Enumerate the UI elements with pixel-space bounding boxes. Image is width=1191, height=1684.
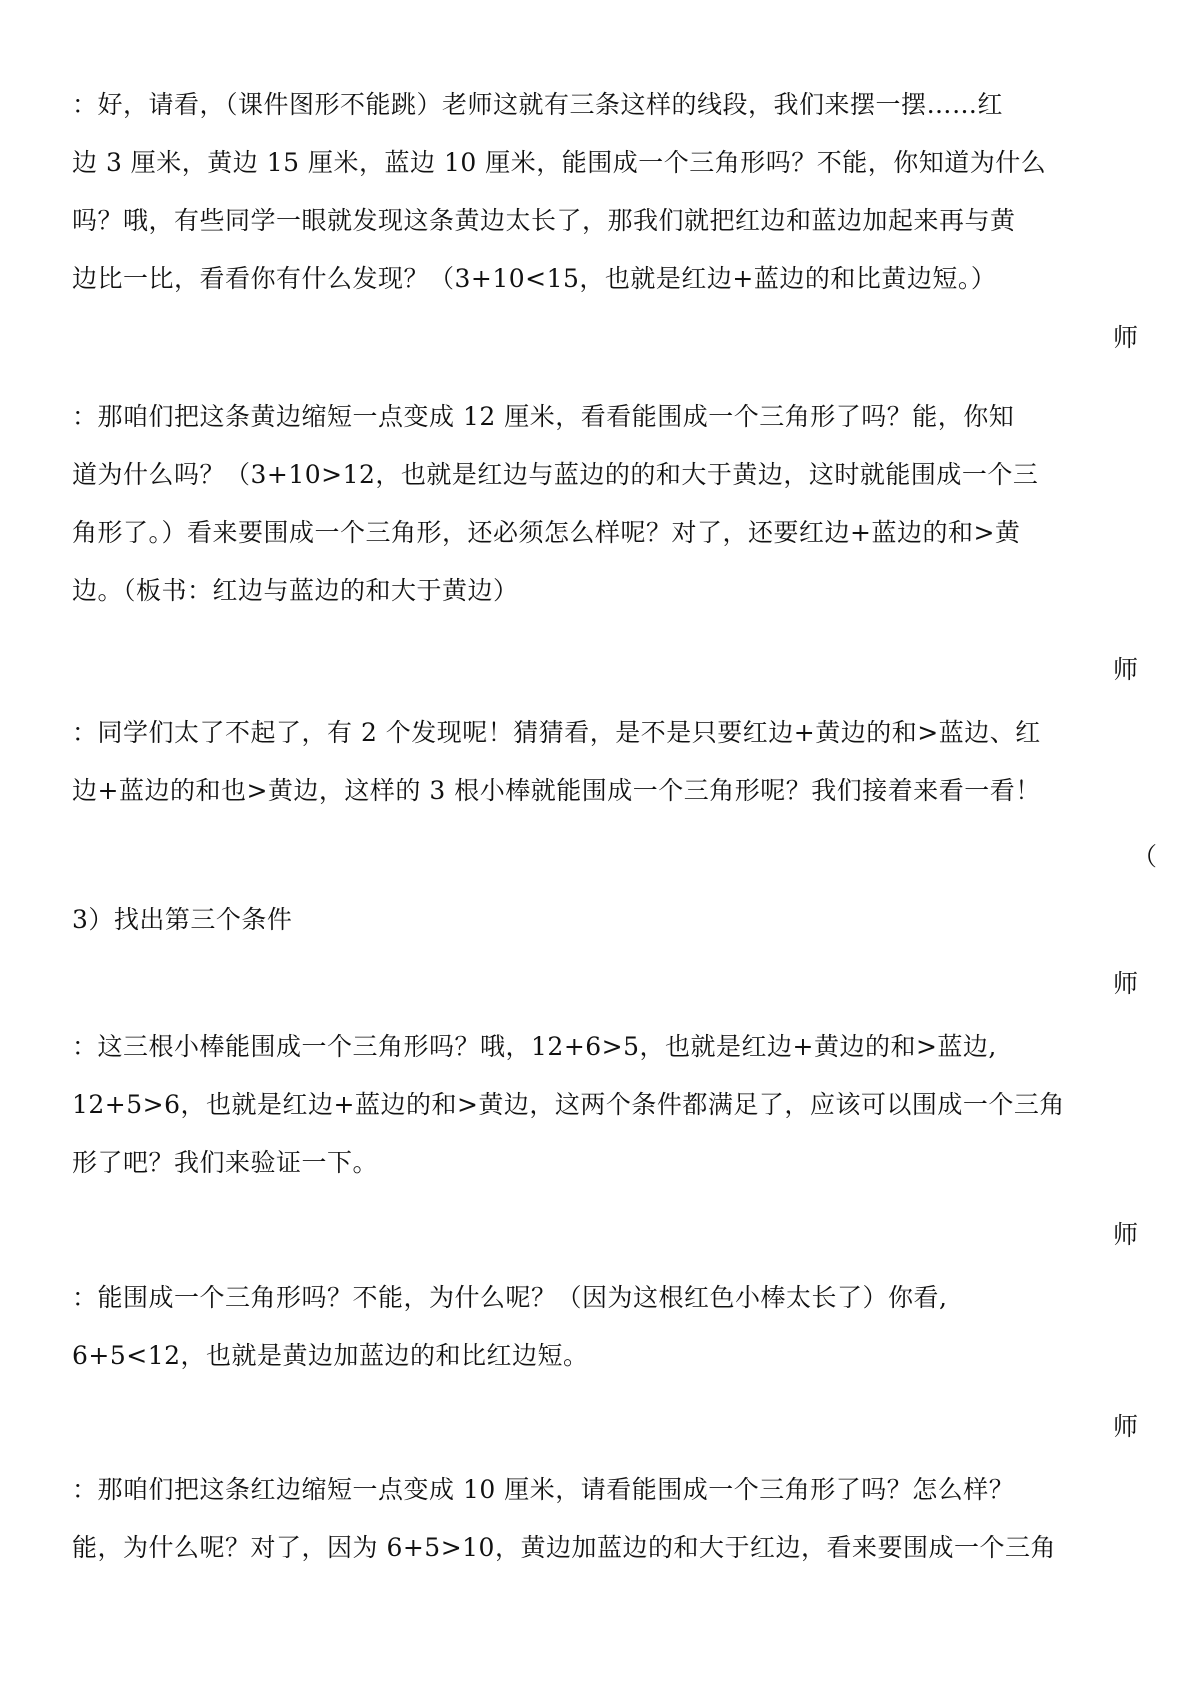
text-line: 边比一比，看看你有什么发现？（3+10<15，也就是红边+蓝边的和比黄边短。）: [72, 264, 997, 293]
text-line: ：那咱们把这条黄边缩短一点变成 12 厘米，看看能围成一个三角形了吗？能，你知: [72, 402, 1015, 431]
text-line: ：能围成一个三角形吗？不能，为什么呢？（因为这根红色小棒太长了）你看,: [72, 1283, 948, 1312]
text-line: 边。（板书：红边与蓝边的和大于黄边）: [72, 576, 519, 605]
text-line: ：同学们太了不起了，有 2 个发现呢！猜猜看，是不是只要红边+黄边的和>蓝边、红: [72, 718, 1041, 747]
text-line: 能，为什么呢？对了，因为 6+5>10，黄边加蓝边的和大于红边，看来要围成一个三角: [72, 1533, 1056, 1562]
text-line: 形了吧？我们来验证一下。: [72, 1148, 379, 1177]
speaker-marker: 师: [1113, 1220, 1139, 1249]
text-line: ：那咱们把这条红边缩短一点变成 10 厘米，请看能围成一个三角形了吗？怎么样？: [72, 1475, 1015, 1504]
speaker-marker: 师: [1113, 1412, 1139, 1441]
text-line: ：这三根小棒能围成一个三角形吗？哦，12+6>5，也就是红边+黄边的和>蓝边,: [72, 1032, 997, 1061]
text-line: 12+5>6，也就是红边+蓝边的和>黄边，这两个条件都满足了，应该可以围成一个三角: [72, 1090, 1065, 1119]
text-line: 吗？哦，有些同学一眼就发现这条黄边太长了，那我们就把红边和蓝边加起来再与黄: [72, 206, 1016, 235]
text-line: 道为什么吗？（3+10>12，也就是红边与蓝边的的和大于黄边，这时就能围成一个三: [72, 460, 1039, 489]
text-line: 边+蓝边的和也>黄边，这样的 3 根小棒就能围成一个三角形呢？我们接着来看一看！: [72, 776, 1041, 805]
text-line: 6+5<12，也就是黄边加蓝边的和比红边短。: [72, 1341, 589, 1370]
section-paren-marker: （: [1132, 842, 1158, 871]
speaker-marker: 师: [1113, 655, 1139, 684]
text-line: 边 3 厘米，黄边 15 厘米，蓝边 10 厘米，能围成一个三角形吗？不能，你知道为什么: [72, 148, 1047, 177]
text-line: 角形了。）看来要围成一个三角形，还必须怎么样呢？对了，还要红边+蓝边的和>黄: [72, 518, 1021, 547]
speaker-marker: 师: [1113, 323, 1139, 352]
text-line: ：好，请看，（课件图形不能跳）老师这就有三条这样的线段，我们来摆一摆……红: [72, 90, 1004, 119]
section-heading: 3）找出第三个条件: [72, 905, 293, 934]
speaker-marker: 师: [1113, 969, 1139, 998]
